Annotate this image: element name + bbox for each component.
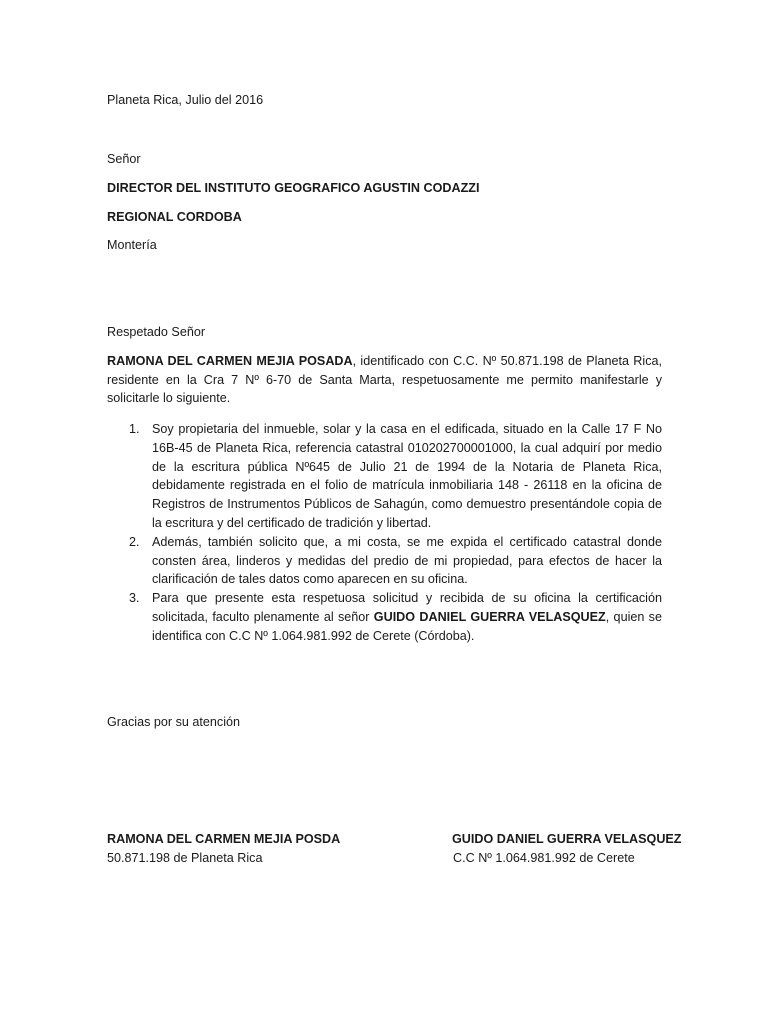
list-number: 1. [129, 422, 140, 436]
signature-left-id: 50.871.198 de Planeta Rica [107, 851, 263, 865]
request-list [107, 420, 662, 646]
recipient-region: REGIONAL CORDOBA [107, 210, 242, 224]
signature-left-name: RAMONA DEL CARMEN MEJIA POSDA [107, 832, 341, 846]
authorized-person-name: GUIDO DANIEL GUERRA VELASQUEZ [373, 609, 606, 624]
list-item-text-after: , quien se identifica con C.C Nº 1.064.981.992 de Cerete (Córdoba). [152, 609, 662, 643]
intro-paragraph [107, 352, 662, 408]
list-number: 2. [129, 534, 140, 549]
list-item [107, 420, 662, 533]
list-item [107, 533, 662, 589]
list-number: 3. [129, 591, 140, 606]
list-item-text: Además, también solicito que, a mi costa, se me expida el certificado catastral donde consten área, linderos y medidas del predio de mi propiedad, para efectos de hacer la clarificación de tales datos como aparecen en su oficina. [152, 534, 662, 587]
signature-block-left [107, 830, 340, 868]
list-item [107, 589, 662, 645]
list-item-text-before: Para que presente esta respetuosa solicitud y recibida de su oficina la certificación solicitada, faculto plenamente al señor [152, 591, 662, 624]
place-date: Planeta Rica, Julio del 2016 [107, 93, 264, 107]
signature-right-id: C.C Nº 1.064.981.992 de Cerete [453, 851, 635, 865]
list-item-text: Soy propietaria del inmueble, solar y la casa en el edificada, situado en la Calle 17 F No 16B-45 de Planeta Rica, referencia catastral 010202700001000, la cual adquirí por medio de la escritura pública Nº645 de Julio 21 de 1994 de la Notaria de Planeta Rica, debidamente registrada en el folio de matrícula inmobiliaria 148 - 26118 en la oficina de Registros de Instrumentos Públicos de Sahagún, como demuestro presentándole copia de la escritura y del certificado de tradición y libertad. [152, 422, 662, 530]
recipient-city: Montería [107, 238, 157, 252]
closing: Gracias por su atención [107, 715, 241, 729]
intro-name: RAMONA DEL CARMEN MEJIA POSADA [107, 354, 353, 368]
recipient-title: DIRECTOR DEL INSTITUTO GEOGRAFICO AGUSTIN CODAZZI [107, 181, 480, 195]
intro-text: , identificado con C.C. Nº 50.871.198 de Planeta Rica, residente en la Cra 7 Nº 6-70 de Santa Marta, respetuosamente me permito manifestarle y solicitarle lo siguiente. [107, 354, 662, 406]
signature-right-name: GUIDO DANIEL GUERRA VELASQUEZ [452, 832, 682, 846]
signature-block-right [452, 830, 682, 868]
greeting: Respetado Señor [107, 325, 206, 339]
salutation-top: Señor [107, 152, 141, 166]
